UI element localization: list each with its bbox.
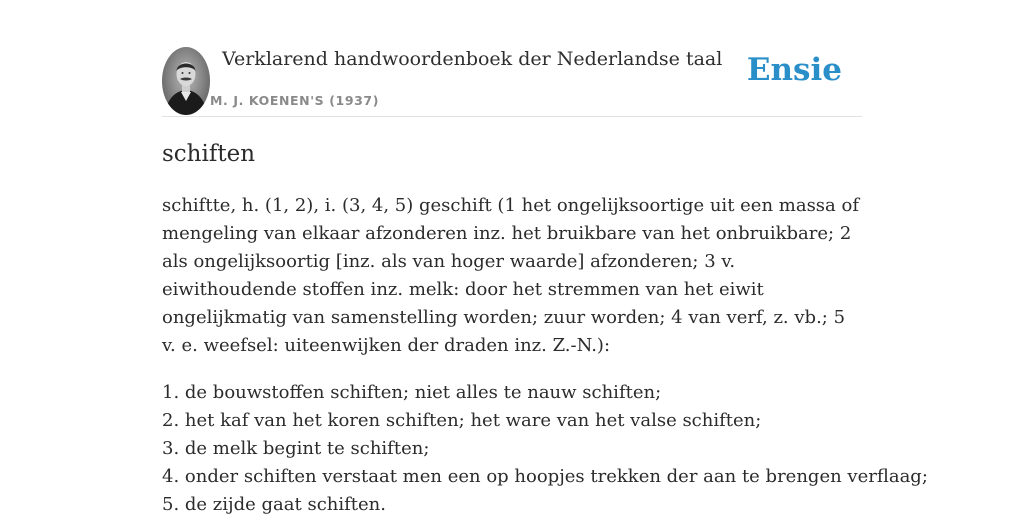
example-item: 1. de bouwstoffen schiften; niet alles te nauw schiften; <box>162 382 662 403</box>
author-label: M. J. KOENEN'S (1937) <box>210 93 380 108</box>
page <box>162 0 928 515</box>
example-item: 5. de zijde gaat schiften. <box>162 494 386 515</box>
dictionary-header <box>162 0 862 117</box>
example-item: 2. het kaf van het koren schiften; het ware van het valse schiften; <box>162 410 762 431</box>
example-item: 4. onder schiften verstaat men een op hoopjes trekken der aan te brengen verflaag; <box>162 466 928 487</box>
example-item: 3. de melk begint te schiften; <box>162 438 430 459</box>
entry-headword: schiften <box>162 141 256 167</box>
example-list <box>162 379 928 519</box>
ensie-logo[interactable]: Ensie <box>746 52 842 88</box>
book-title[interactable]: Verklarend handwoordenboek der Nederlandse taal <box>222 48 723 70</box>
author-portrait <box>162 47 210 115</box>
entry-definition: schiftte, h. (1, 2), i. (3, 4, 5) geschift (1 het ongelijksoortige uit een massa of mengeling van elkaar afzonderen inz. het bruikbare van het onbruikbare; 2 als ongelijksoortig [inz. als van hoger waarde] afzonderen; 3 v. eiwithoudende stoffen inz. melk: door het stremmen van het eiwit ongelijkmatig van samenstelling worden; zuur worden; 4 van verf, z. vb.; 5 v. e. weefsel: uiteenwijken der draden inz. Z.-N.): <box>162 195 859 356</box>
